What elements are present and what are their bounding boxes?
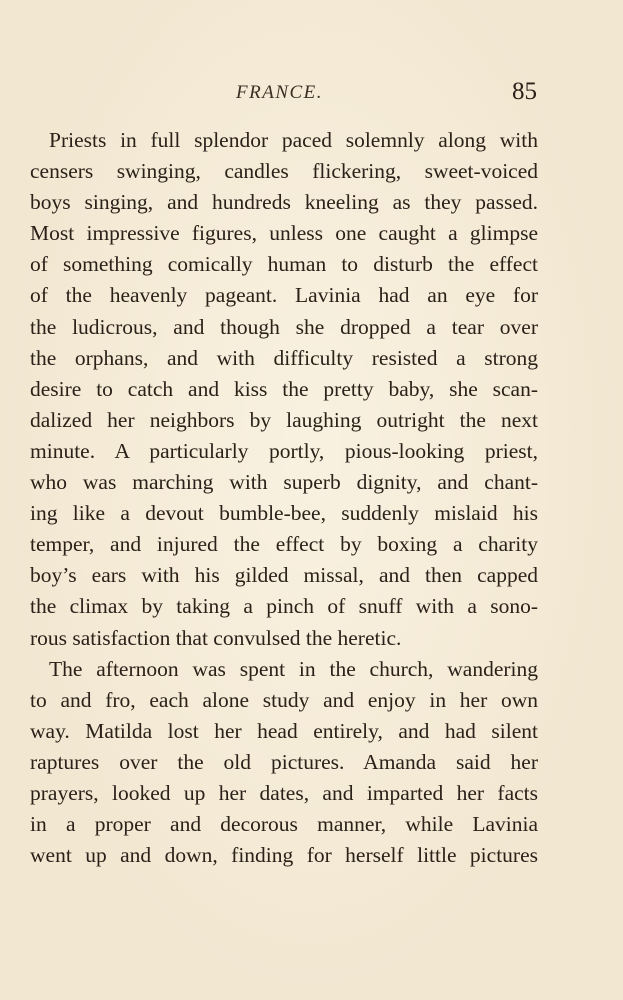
text-line: in a proper and decorous manner, while Lavinia (30, 812, 538, 837)
text-line: the ludicrous, and though she dropped a tear over (30, 314, 538, 339)
text-line: to and fro, each alone study and enjoy in her own (30, 687, 538, 712)
page-number: 85 (512, 78, 537, 105)
text-line: ing like a devout bumble-bee, suddenly mislaid his (30, 501, 538, 526)
text-line: dalized her neighbors by laughing outright the next (30, 407, 538, 432)
text-line: temper, and injured the effect by boxing a charity (30, 532, 538, 557)
text-line: censers swinging, candles flickering, sweet-voiced (30, 159, 538, 184)
body-text (30, 125, 538, 871)
text-line: desire to catch and kiss the pretty baby, she scan- (30, 376, 538, 401)
text-line: boys singing, and hundreds kneeling as they passed. (30, 190, 538, 215)
text-line: prayers, looked up her dates, and imparted her facts (30, 780, 538, 805)
text-line: went up and down, finding for herself little pictures (30, 843, 538, 868)
text-line: of the heavenly pageant. Lavinia had an eye for (30, 283, 538, 308)
text-line: way. Matilda lost her head entirely, and had silent (30, 718, 538, 743)
text-line: raptures over the old pictures. Amanda said her (30, 749, 538, 774)
text-line: Most impressive figures, unless one caught a glimpse (30, 221, 538, 246)
running-head (0, 78, 623, 110)
text-line: who was marching with superb dignity, and chant- (30, 470, 538, 495)
text-line: minute. A particularly portly, pious-looking priest, (30, 438, 538, 463)
text-line: boy’s ears with his gilded missal, and then capped (30, 563, 538, 588)
text-line: the orphans, and with difficulty resisted a strong (30, 345, 538, 370)
text-line: of something comically human to disturb the effect (30, 252, 538, 277)
text-line: The afternoon was spent in the church, wandering (49, 656, 538, 681)
text-line: the climax by taking a pinch of snuff with a sono- (30, 594, 538, 619)
running-title: FRANCE. (236, 82, 324, 103)
text-line: Priests in full splendor paced solemnly along with (49, 128, 538, 152)
text-line: rous satisfaction that convulsed the heretic. (30, 625, 402, 650)
